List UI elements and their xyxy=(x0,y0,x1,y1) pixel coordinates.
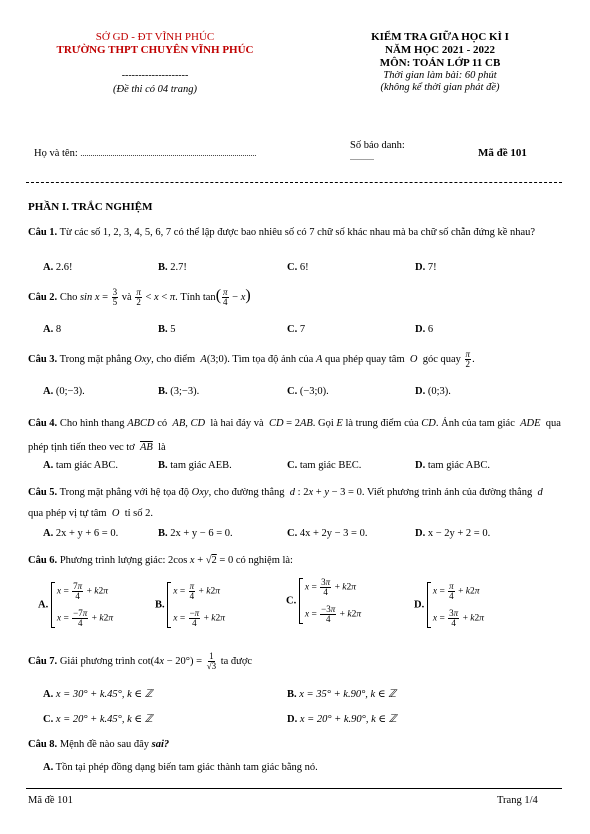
q1-option-a[interactable]: A. 2.6! xyxy=(43,262,73,273)
q8-option-a[interactable]: A. Tồn tại phép đồng dạng biến tam giác thành tam giác bằng nó. xyxy=(43,762,318,773)
q5-option-d[interactable]: D. x − 2y + 2 = 0. xyxy=(415,528,491,539)
q4-option-d[interactable]: D. tam giác ABC. xyxy=(415,460,490,471)
question-label: Câu 2. xyxy=(28,292,58,303)
q4-option-a[interactable]: A. tam giác ABC. xyxy=(43,460,118,471)
question-7: Câu 7. Giải phương trình cot(4x − 20°) = $\frac{1}{√3}$ ta được xyxy=(28,651,253,671)
question-2: Câu 2. Cho sin x = $\frac{3}{5}$ và $\frac{\pi}{2}$ < x < π. Tính tan( $\frac{\pi}{4}$ − x) xyxy=(28,287,251,308)
q4-option-b[interactable]: B. tam giác AEB. xyxy=(158,460,232,471)
q2-option-c[interactable]: C. 7 xyxy=(287,324,306,335)
sbd-dots: ............ xyxy=(350,153,374,162)
name-dots: ........................................................................................ xyxy=(80,149,257,158)
question-text: Từ các số 1, 2, 3, 4, 5, 6, 7 có thể lập được bao nhiêu số có 7 chữ số khác nhau mà ba chữ số chẵn đứng kề nhau? xyxy=(59,227,536,238)
sbd-field xyxy=(350,140,405,162)
name-label: Họ và tên: xyxy=(34,148,78,159)
section-title: PHẦN I. TRẮC NGHIỆM xyxy=(28,201,153,213)
exam-title: KIỂM TRA GIỮA HỌC KÌ I xyxy=(371,31,509,43)
q6-option-d[interactable]: D. x = $\frac{\pi}{4}$ + k2π x = $\frac{3\pi}{4}$ + k2π xyxy=(414,581,485,628)
dashes: -------------------- xyxy=(121,70,189,81)
q4-option-c[interactable]: C. tam giác BEC. xyxy=(287,460,362,471)
question-label: Câu 8. xyxy=(28,739,58,750)
sbd-label: Số báo danh: xyxy=(350,140,405,151)
q5-option-a[interactable]: A. 2x + y + 6 = 0. xyxy=(43,528,119,539)
q2-option-d[interactable]: D. 6 xyxy=(415,324,434,335)
q3-option-b[interactable]: B. (3;−3). xyxy=(158,386,200,397)
question-1 xyxy=(28,225,562,241)
q7-option-b[interactable]: B. x = 35° + k.90°, k ∈ ℤ xyxy=(287,689,397,700)
question-3: Câu 3. Trong mặt phẳng Oxy, cho điểm A(3;0). Tìm tọa độ ảnh của A qua phép quay tâm O góc quay $\frac{\pi}{2}$ . xyxy=(28,349,475,369)
question-label: Câu 3. xyxy=(28,353,58,365)
question-label: Câu 4. xyxy=(28,418,58,429)
question-4: Câu 4. Cho hình thang ABCD có AB, CD là hai đáy và CD = 2AB. Gọi E là trung điểm của CD. Ảnh của tam giác ADE qua phép tịnh tiến theo vec tơ $\overline{AB}$ là xyxy=(28,418,561,453)
subject: MÔN: TOÁN LỚP 11 CB xyxy=(379,57,501,69)
footer-page: Trang 1/4 xyxy=(497,795,538,806)
q6-option-b[interactable]: B. x = $\frac{\pi}{4}$ + k2π x = $\frac{-\pi}{4}$ + k2π xyxy=(155,581,226,628)
q6-option-a[interactable]: A. x = $\frac{7\pi}{4}$ + k2π x = $\frac{-7\pi}{4}$ + k2π xyxy=(38,581,114,628)
name-field xyxy=(34,148,256,159)
department-name: SỞ GD - ĐT VĨNH PHÚC xyxy=(95,31,215,43)
q2-option-b[interactable]: B. 5 xyxy=(158,324,176,335)
q3-option-d[interactable]: D. (0;3). xyxy=(415,386,451,397)
header-left xyxy=(30,31,280,95)
q7-option-c[interactable]: C. x = 20° + k.45°, k ∈ ℤ xyxy=(43,714,153,725)
q5-option-c[interactable]: C. 4x + 2y − 3 = 0. xyxy=(287,528,368,539)
question-6: Câu 6. Phương trình lượng giác: 2cos x + √2 = 0 có nghiệm là: xyxy=(28,555,293,566)
school-year: NĂM HỌC 2021 - 2022 xyxy=(385,44,495,56)
q1-option-b[interactable]: B. 2.7! xyxy=(158,262,187,273)
footer-code: Mã đề 101 xyxy=(28,795,73,806)
q5-option-b[interactable]: B. 2x + y − 6 = 0. xyxy=(158,528,233,539)
question-label: Câu 5. xyxy=(28,487,58,498)
header-right xyxy=(330,31,550,93)
divider xyxy=(26,182,562,183)
q1-option-d[interactable]: D. 7! xyxy=(415,262,437,273)
question-label: Câu 7. xyxy=(28,655,58,667)
q6-option-c[interactable]: C. x = $\frac{3\pi}{4}$ + k2π x = $\frac{-3\pi}{4}$ + k2π xyxy=(286,577,362,624)
q7-option-d[interactable]: D. x = 20° + k.90°, k ∈ ℤ xyxy=(287,714,397,725)
question-5: Câu 5. Trong mặt phẳng với hệ tọa độ Oxy, cho đường thẳng d : 2x + y − 3 = 0. Viết phương trình ảnh của đường thẳng d qua phép vị tự tâm O tỉ số 2. xyxy=(28,487,546,519)
question-label: Câu 6. xyxy=(28,555,58,566)
pages-note: (Đề thi có 04 trang) xyxy=(113,84,197,95)
school-name: TRƯỜNG THPT CHUYÊN VĨNH PHÚC xyxy=(56,44,254,56)
question-label: Câu 1. xyxy=(28,227,58,238)
q3-option-a[interactable]: A. (0;−3). xyxy=(43,386,85,397)
time-limit: Thời gian làm bài: 60 phút xyxy=(383,70,497,81)
footer-divider xyxy=(26,788,562,789)
q7-option-a[interactable]: A. x = 30° + k.45°, k ∈ ℤ xyxy=(43,689,153,700)
q1-option-c[interactable]: C. 6! xyxy=(287,262,309,273)
question-8: Câu 8. Mệnh đề nào sau đây sai? xyxy=(28,739,170,750)
time-note: (không kể thời gian phát đề) xyxy=(380,82,500,93)
exam-code: Mã đề 101 xyxy=(478,147,527,159)
q2-option-a[interactable]: A. 8 xyxy=(43,324,62,335)
q3-option-c[interactable]: C. (−3;0). xyxy=(287,386,329,397)
